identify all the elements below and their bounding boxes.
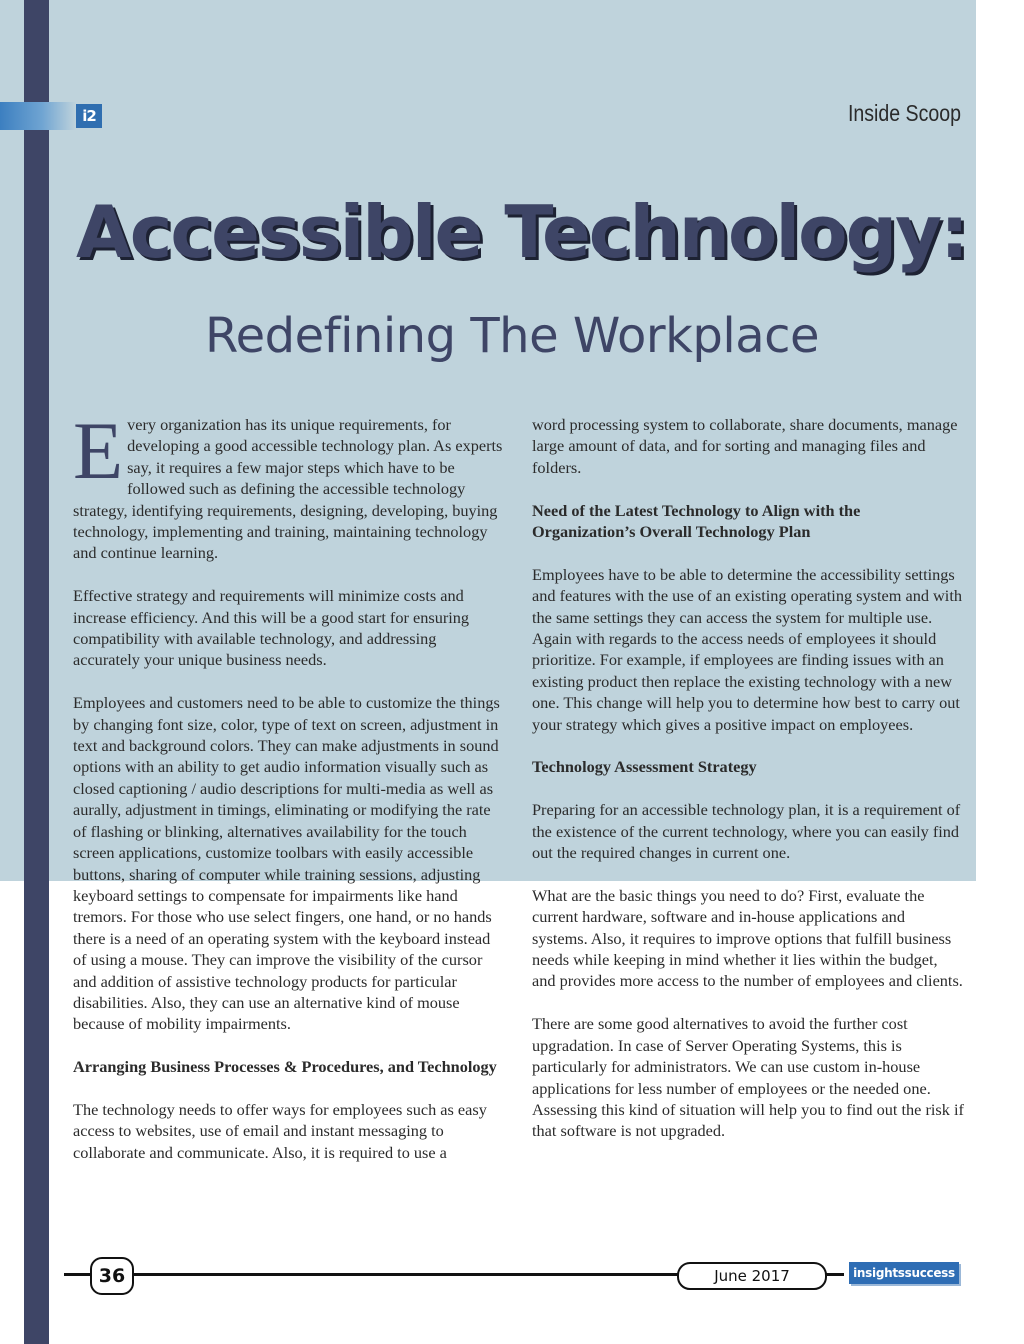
paragraph: The technology needs to offer ways for employees such as easy access to websites, use of email and instant messaging to collaborate and communicate. Also, it is required to use a: [73, 1099, 487, 1162]
section-label: Inside Scoop: [847, 100, 961, 126]
magazine-logo-icon: i2: [76, 104, 102, 128]
issue-date: June 2017: [677, 1262, 827, 1290]
left-column: [73, 405, 505, 1185]
paragraph: Employees and customers need to be able to customize the things by changing font size, color, type of text on screen, adjustment in text and background colors. They can make adjustments in sound options with an ability to get audio information visually such as closed captioning / audio descriptions for multi-media as well as aurally, adjustment in timings, eliminating or modifying the rate of flashing or blinking, alternatives availability for the touch screen applications, customize toolbars with easily accessible buttons, sharing of computer while training sessions, adjusting keyboard settings to compensate for impairments like hand tremors. For those who use select fingers, one hand, or no hands there is a need of an operating system with the keyboard instead of using a mouse. They can improve the visibility of the cursor and addition of assistive technology products for particular disabilities. Also, they can use an alternative kind of mouse because of mobility impairments.: [73, 693, 500, 1034]
section-heading: Need of the Latest Technology to Align with the Organization’s Overall Technology Plan: [532, 500, 861, 542]
paragraph: There are some good alternatives to avoid the further cost upgradation. In case of Server Operating Systems, this is particularly for administrators. We can use custom in-house applications for less number of employees or the needed one. Assessing this kind of situation will help you to find out the risk if that software is not upgraded.: [532, 1014, 964, 1141]
page-number: 36: [90, 1257, 134, 1295]
right-column: [532, 414, 964, 1163]
brand-logo: insightssuccess: [849, 1262, 959, 1284]
drop-cap: E: [73, 405, 124, 496]
paragraph: Effective strategy and requirements will minimize costs and increase efficiency. And this will be a good start for ensuring compatibility with available technology, and addressing accurately your unique business needs.: [73, 586, 470, 670]
article-subtitle: Redefining The Workplace: [204, 308, 820, 364]
section-heading: Arranging Business Processes & Procedures, and Technology: [73, 1057, 497, 1077]
paragraph: [73, 405, 505, 564]
paragraph: Employees have to be able to determine the accessibility settings and features with the use of an existing operating system and with the same settings they can access the system for multiple use. Again with regards to the access needs of employees it should prioritize. For example, if employees are finding issues with an existing product then replace the existing technology with a new one. This change will help you to determine how best to carry out your strategy which gives a positive impact on employees.: [532, 564, 962, 734]
section-heading: Technology Assessment Strategy: [532, 757, 757, 777]
paragraph: word processing system to collaborate, share documents, manage large amount of data, and for sorting and managing files and folders.: [532, 415, 958, 477]
side-accent-bar: [24, 0, 49, 1344]
logo-strip: [0, 102, 76, 130]
paragraph: What are the basic things you need to do? First, evaluate the current hardware, software and in-house applications and systems. Also, it requires to improve options that fulfill business needs while keeping in mind whether it lies within the budget, and provides more access to the number of employees and clients.: [532, 885, 963, 991]
article-title: Accessible Technology:: [76, 190, 967, 274]
paragraph-text: very organization has its unique requirements, for developing a good accessible technology plan. As experts say, it requires a few major steps which have to be followed such as defining the accessible technology strategy, identifying requirements, designing, developing, buying technology, implementing and training, maintaining technology and continue learning.: [73, 415, 503, 563]
paragraph: Preparing for an accessible technology plan, it is a requirement of the existence of the current technology, where you can easily find out the required changes in current one.: [532, 800, 961, 863]
